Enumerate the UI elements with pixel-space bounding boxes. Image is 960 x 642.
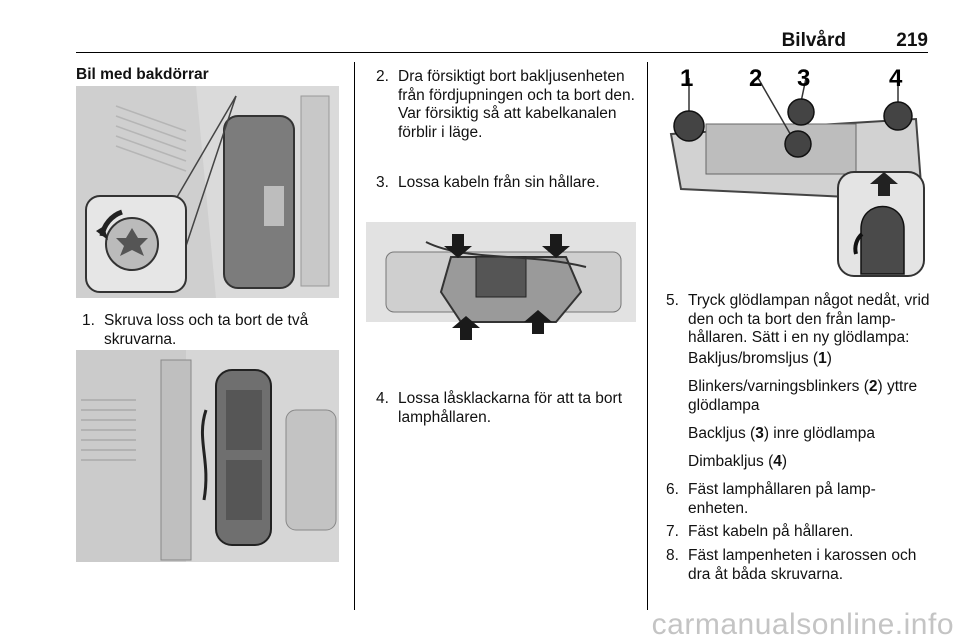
step-text: Lossa kabeln från sin hållare. (398, 174, 600, 191)
header-divider (76, 52, 928, 53)
step-6 (666, 481, 930, 518)
step-number: 4. (376, 390, 389, 407)
step-number: 8. (666, 547, 679, 564)
figure-lamp-screw (76, 86, 339, 298)
step-number: 1. (82, 312, 95, 329)
step-number: 2. (376, 68, 389, 85)
page-header (76, 30, 928, 54)
column-divider-1 (354, 62, 355, 610)
column-divider-2 (647, 62, 648, 610)
step-8 (666, 547, 930, 584)
bulb-item-1: Bakljus/bromsljus (1) (688, 350, 832, 367)
step-number: 5. (666, 292, 679, 309)
figure-label-3: 3 (797, 65, 811, 92)
step-text: Skruva loss och ta bort de två skruvarna. (104, 312, 309, 348)
figure-label-1: 1 (680, 65, 694, 92)
figure-bulb-positions (666, 64, 928, 282)
step-text: Fäst kabeln på hållaren. (688, 523, 854, 540)
figure-label-4: 4 (889, 65, 903, 92)
section-title: Bil med bakdörrar (76, 66, 209, 83)
step-7 (666, 523, 930, 542)
step-3 (376, 174, 638, 193)
figure-lamp-holder-clips (366, 212, 636, 352)
step-text: Lossa låsklackarna för att ta bort lamphållaren. (398, 390, 623, 426)
step-number: 3. (376, 174, 389, 191)
step-number: 6. (666, 481, 679, 498)
watermark: carmanualsonline.info (651, 608, 954, 641)
figure-lamp-removed (76, 350, 339, 562)
step-4 (376, 390, 638, 427)
step-number: 7. (666, 523, 679, 540)
step-2 (376, 68, 638, 142)
step-5 (666, 292, 930, 348)
step-1 (82, 312, 342, 349)
page-number: 219 (896, 30, 928, 51)
step-text: Tryck glödlampan något nedåt, vrid den och ta bort den från lamphållaren. Sätt i en ny glödlampa: (688, 292, 930, 346)
step-text: Fäst lampenheten i karossen och dra åt båda skruvarna. (688, 547, 917, 583)
bulb-item-2: Blinkers/varningsblinkers (2) yttre glödlampa (688, 378, 918, 414)
bulb-item-4: Dimbakljus (4) (688, 453, 788, 470)
bulb-item-3: Backljus (3) inre glödlampa (688, 425, 875, 442)
figure-label-2: 2 (749, 65, 763, 92)
header-title: Bilvård (781, 30, 846, 51)
step-text: Dra försiktigt bort bakljusenheten från fördjupningen och ta bort den. Var försiktig så att kabelkanalen förblir i läge. (398, 68, 635, 141)
step-text: Fäst lamphållaren på lampenheten. (688, 481, 876, 517)
